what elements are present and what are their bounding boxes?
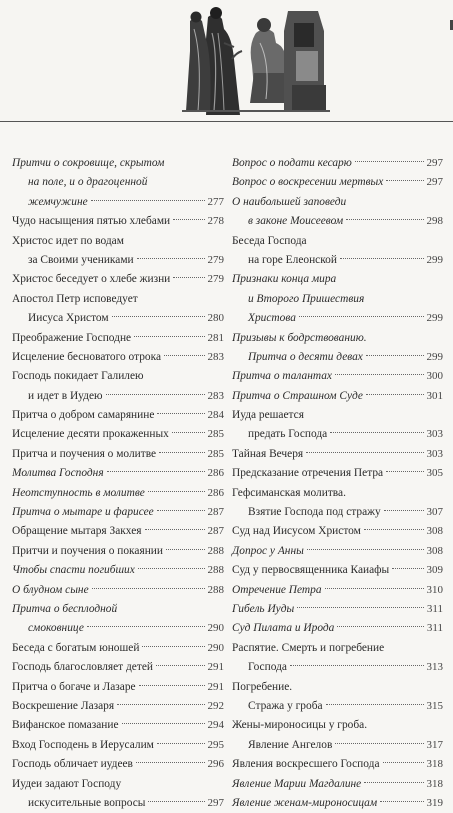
toc-entry xyxy=(232,639,443,658)
toc-entry xyxy=(232,173,443,192)
toc-entry-title: Явление Марии Магдалине xyxy=(232,777,362,790)
toc-entry-title: Явление Ангелов xyxy=(248,738,333,751)
dot-leader xyxy=(366,355,424,356)
toc-entry-title: Распятие. Смерть и погребение xyxy=(232,641,385,654)
toc-right-column xyxy=(232,154,443,813)
toc-entry xyxy=(12,658,224,677)
toc-entry-title: предать Господа xyxy=(248,428,328,441)
icon-figures-image xyxy=(172,3,330,121)
toc-entry-title: Воскрешение Лазаря xyxy=(12,699,115,712)
toc-entry xyxy=(232,678,443,697)
toc-entry-page-number: 309 xyxy=(426,564,443,577)
toc-entry xyxy=(12,309,224,328)
toc-entry-title: Признаки конца мира xyxy=(232,273,337,286)
dot-leader xyxy=(136,762,205,763)
toc-entry-title: Притча о мытаре и фарисее xyxy=(12,506,154,519)
toc-entry-page-number: 298 xyxy=(426,215,443,228)
toc-entry xyxy=(12,154,224,173)
toc-entry xyxy=(232,484,443,503)
toc-entry-page-number: 283 xyxy=(207,389,224,402)
toc-entry-title: Вход Господень в Иерусалим xyxy=(12,738,154,751)
toc-entry-title: Допрос у Анны xyxy=(232,544,304,557)
toc-entry xyxy=(12,561,224,580)
toc-entry xyxy=(232,270,443,289)
toc-entry xyxy=(12,425,224,444)
toc-entry-title: Гефсиманская молитва. xyxy=(232,486,346,499)
toc-entry xyxy=(12,445,224,464)
dot-leader xyxy=(117,704,204,705)
toc-entry-page-number: 287 xyxy=(207,506,224,519)
toc-entry-title: Вопрос о подати кесарю xyxy=(232,157,352,169)
toc-entry xyxy=(12,542,224,561)
toc-entry xyxy=(12,503,224,522)
dot-leader xyxy=(145,529,205,530)
toc-entry-title: Молитва Господня xyxy=(12,467,104,480)
dot-leader xyxy=(106,394,205,395)
toc-entry-page-number: 313 xyxy=(426,661,443,674)
toc-entry xyxy=(12,406,224,425)
toc-entry-title: Явление женам-мироносицам xyxy=(232,796,378,809)
toc-entry-page-number: 311 xyxy=(426,622,443,635)
toc-entry-title: Беседа с богатым юношей xyxy=(12,641,140,654)
toc-entry xyxy=(232,581,443,600)
toc-entry-page-number: 300 xyxy=(426,370,443,383)
dot-leader xyxy=(148,491,205,492)
toc-entry-title: Погребение. xyxy=(232,680,293,693)
toc-entry-title: Вифанское помазание xyxy=(12,719,119,732)
toc-entry xyxy=(12,232,224,251)
toc-entry-page-number: 284 xyxy=(207,409,224,422)
toc-entry-page-number: 318 xyxy=(426,758,443,771)
dot-leader xyxy=(299,316,424,317)
dot-leader xyxy=(335,743,423,744)
toc-entry-page-number: 305 xyxy=(426,467,443,480)
dot-leader xyxy=(337,626,424,627)
toc-entry-title: Взятие Господа под стражу xyxy=(248,506,381,519)
dot-leader xyxy=(122,723,205,724)
dot-leader xyxy=(173,277,204,278)
toc-entry xyxy=(12,755,224,774)
toc-entry-title: Обращение мытаря Закхея xyxy=(12,525,142,538)
toc-entry-title: Призывы к бодрствованию. xyxy=(232,331,367,344)
dot-leader xyxy=(139,685,205,686)
toc-entry xyxy=(12,387,224,406)
toc-entry-title: Отречение Петра xyxy=(232,583,322,596)
toc-entry-title: Вопрос о воскресении мертвых xyxy=(232,176,384,189)
toc-entry-title: Господа xyxy=(248,661,287,674)
dot-leader xyxy=(330,432,423,433)
toc-entry xyxy=(232,775,443,794)
toc-entry-page-number: 299 xyxy=(426,312,443,325)
toc-entry-page-number: 319 xyxy=(426,796,443,809)
toc-entry xyxy=(12,212,224,231)
toc-entry xyxy=(232,348,443,367)
toc-entry-title: Притча и поучения о молитве xyxy=(12,447,157,460)
toc-entry-page-number: 308 xyxy=(426,544,443,557)
toc-entry xyxy=(232,445,443,464)
toc-entry-title: Притча о бесплодной xyxy=(12,602,118,615)
toc-entry xyxy=(232,212,443,231)
toc-entry-page-number: 311 xyxy=(426,602,443,615)
dot-leader xyxy=(134,336,204,337)
toc-entry xyxy=(12,348,224,367)
toc-entry xyxy=(232,464,443,483)
toc-entry-title: Иисуса Христом xyxy=(28,312,109,325)
toc-entry xyxy=(232,736,443,755)
toc-entry xyxy=(12,581,224,600)
toc-entry-title: Явления воскресшего Господа xyxy=(232,758,380,771)
dot-leader xyxy=(138,568,205,569)
toc-entry-title: Тайная Вечеря xyxy=(232,447,304,460)
toc-entry xyxy=(12,484,224,503)
toc-entry-page-number: 299 xyxy=(426,350,443,363)
toc-entry-title: Иуда решается xyxy=(232,409,304,422)
toc-entry xyxy=(12,270,224,289)
toc-entry-page-number: 290 xyxy=(207,622,224,635)
toc-entry-title: Преображение Господне xyxy=(12,331,132,344)
toc-entry xyxy=(12,173,224,192)
toc-entry-page-number: 286 xyxy=(207,486,224,499)
dot-leader xyxy=(306,452,423,453)
toc-entry-title: смоковнице xyxy=(28,622,84,635)
toc-entry xyxy=(232,522,443,541)
toc-entry-page-number: 301 xyxy=(426,389,443,402)
toc-entry xyxy=(12,794,224,813)
toc-entry xyxy=(12,464,224,483)
dot-leader xyxy=(137,258,205,259)
dot-leader xyxy=(157,743,205,744)
toc-entry xyxy=(232,309,443,328)
toc-entry-title: Господь обличает иудеев xyxy=(12,758,133,771)
toc-entry-title: Притчи и поучения о покаянии xyxy=(12,544,164,557)
toc-entry xyxy=(232,755,443,774)
toc-entry-page-number: 278 xyxy=(207,215,224,228)
toc-entry-page-number: 297 xyxy=(207,796,224,809)
toc-entry-title: Гибель Иуды xyxy=(232,602,295,615)
toc-entry xyxy=(12,716,224,735)
toc-entry xyxy=(12,367,224,386)
toc-entry xyxy=(12,522,224,541)
toc-entry-page-number: 299 xyxy=(426,253,443,266)
toc-entry-page-number: 291 xyxy=(207,661,224,674)
toc-entry-title: за Своими учениками xyxy=(28,253,134,266)
toc-entry-title: Притча о Страшном Суде xyxy=(232,389,363,402)
toc-entry-title: Христос беседует о хлебе жизни xyxy=(12,273,171,286)
dot-leader xyxy=(364,782,423,783)
toc-entry-title: Исцеление бесноватого отрока xyxy=(12,350,162,363)
dot-leader xyxy=(290,665,424,666)
toc-left-column xyxy=(12,154,224,813)
dot-leader xyxy=(142,646,204,647)
toc-entry-page-number: 303 xyxy=(426,447,443,460)
toc-entry-title: и идет в Иудею xyxy=(28,389,103,402)
dot-leader xyxy=(340,258,424,259)
dot-leader xyxy=(166,549,204,550)
toc-entry xyxy=(232,561,443,580)
toc-entry-title: О блудном сыне xyxy=(12,583,89,596)
toc-entry-page-number: 291 xyxy=(207,680,224,693)
toc-entry-page-number: 297 xyxy=(426,176,443,189)
toc-entry-title: Суд Пилата и Ирода xyxy=(232,622,335,635)
dot-leader xyxy=(392,568,423,569)
dot-leader xyxy=(172,432,205,433)
toc-entry-title: Притчи о сокровище, скрытом xyxy=(12,157,165,169)
toc-entry-title: Суд у первосвященника Каиафы xyxy=(232,564,390,577)
toc-entry xyxy=(12,290,224,309)
toc-entry-title: Христова xyxy=(248,312,296,325)
toc-entry xyxy=(232,232,443,251)
toc-entry xyxy=(232,367,443,386)
toc-entry-page-number: 288 xyxy=(207,583,224,596)
toc-entry-page-number: 283 xyxy=(207,350,224,363)
toc-entry-title: Суд над Иисусом Христом xyxy=(232,525,361,538)
toc-entry-title: Притча о десяти девах xyxy=(248,350,363,363)
toc-entry-page-number: 296 xyxy=(207,758,224,771)
divider-line xyxy=(0,121,453,122)
dot-leader xyxy=(297,607,424,608)
toc-entry xyxy=(232,193,443,212)
toc-entry-title: Христос идет по водам xyxy=(12,234,124,247)
dot-leader xyxy=(164,355,204,356)
toc-entry-title: Притча о талантах xyxy=(232,370,332,383)
toc-entry-page-number: 294 xyxy=(207,719,224,732)
toc-entry-title: Иудеи задают Господу xyxy=(12,777,122,790)
dot-leader xyxy=(383,762,424,763)
dot-leader xyxy=(148,801,204,802)
toc-entry-page-number: 308 xyxy=(426,525,443,538)
toc-entry-page-number: 315 xyxy=(426,699,443,712)
toc-entry-page-number: 285 xyxy=(207,428,224,441)
toc-entry-title: Исцеление десяти прокаженных xyxy=(12,428,169,441)
dot-leader xyxy=(366,394,424,395)
toc-entry-title: Притча о добром самарянине xyxy=(12,409,155,422)
dot-leader xyxy=(386,471,423,472)
toc-entry xyxy=(232,600,443,619)
toc-entry-page-number: 290 xyxy=(207,641,224,654)
toc-entry xyxy=(12,678,224,697)
toc-entry-title: Апостол Петр исповедует xyxy=(12,292,138,305)
toc-entry xyxy=(232,387,443,406)
dot-leader xyxy=(380,801,423,802)
toc-entry-page-number: 288 xyxy=(207,564,224,577)
toc-entry xyxy=(232,542,443,561)
toc-entry-title: О наибольшей заповеди xyxy=(232,195,347,208)
toc-entry-title: Притча о богаче и Лазаре xyxy=(12,680,136,693)
toc-entry xyxy=(232,154,443,173)
dot-leader xyxy=(325,588,424,589)
toc-entry-page-number: 287 xyxy=(207,525,224,538)
toc-entry-page-number: 281 xyxy=(207,331,224,344)
toc-entry-title: Жены-мироносицы у гроба. xyxy=(232,719,368,732)
toc-entry-title: искусительные вопросы xyxy=(28,796,146,809)
dot-leader xyxy=(326,704,424,705)
toc-entry-page-number: 318 xyxy=(426,777,443,790)
toc-entry-page-number: 310 xyxy=(426,583,443,596)
toc-entry xyxy=(232,794,443,813)
toc-entry-title: Беседа Господа xyxy=(232,234,307,247)
toc-entry xyxy=(232,406,443,425)
toc-entry xyxy=(12,251,224,270)
dot-leader xyxy=(335,374,424,375)
toc-entry xyxy=(232,251,443,270)
toc-entry-page-number: 280 xyxy=(207,312,224,325)
dot-leader xyxy=(159,452,204,453)
toc-entry-title: Чудо насыщения пятью хлебами xyxy=(12,215,171,228)
toc-entry xyxy=(232,425,443,444)
toc-entry-page-number: 279 xyxy=(207,273,224,286)
toc-entry-page-number: 295 xyxy=(207,738,224,751)
toc-entry-title: жемчужине xyxy=(28,195,88,208)
toc-entry-title: и Второго Пришествия xyxy=(248,292,365,305)
dot-leader xyxy=(346,219,423,220)
toc-entry-title: Стража у гроба xyxy=(248,699,323,712)
toc-entry xyxy=(12,619,224,638)
dot-leader xyxy=(157,510,205,511)
toc-entry xyxy=(232,658,443,677)
toc-entry xyxy=(232,716,443,735)
dot-leader xyxy=(364,529,424,530)
dot-leader xyxy=(87,626,205,627)
icon-illustration xyxy=(172,3,330,121)
toc-entry-page-number: 279 xyxy=(207,253,224,266)
toc-entry xyxy=(232,329,443,348)
toc-entry xyxy=(232,503,443,522)
toc-entry-page-number: 317 xyxy=(426,738,443,751)
dot-leader xyxy=(107,471,205,472)
toc-entry-title: в законе Моисеевом xyxy=(248,215,344,228)
toc-entry xyxy=(12,600,224,619)
dot-leader xyxy=(384,510,424,511)
toc-entry-title: Неотступность в молитве xyxy=(12,486,145,499)
dot-leader xyxy=(112,316,205,317)
toc-entry xyxy=(232,619,443,638)
toc-entry-page-number: 307 xyxy=(426,506,443,519)
toc-entry-page-number: 292 xyxy=(207,699,224,712)
toc-entry xyxy=(12,193,224,212)
toc-entry xyxy=(12,736,224,755)
toc-entry-page-number: 303 xyxy=(426,428,443,441)
toc-entry-title: на горе Елеонской xyxy=(248,253,337,266)
toc-entry-title: Предсказание отречения Петра xyxy=(232,467,384,480)
toc-entry-title: Господь благословляет детей xyxy=(12,661,153,674)
dot-leader xyxy=(92,588,205,589)
toc-entry xyxy=(12,639,224,658)
dot-leader xyxy=(173,219,204,220)
dot-leader xyxy=(91,200,205,201)
toc-entry-title: Господь покидает Галилею xyxy=(12,370,144,383)
toc-entry-page-number: 297 xyxy=(426,157,443,169)
toc-entry-title: на поле, и о драгоценной xyxy=(28,176,148,189)
toc-entry-page-number: 288 xyxy=(207,544,224,557)
dot-leader xyxy=(157,413,204,414)
toc-entry xyxy=(12,775,224,794)
toc-entry xyxy=(232,290,443,309)
header-illustration-area xyxy=(0,0,453,121)
dot-leader xyxy=(386,180,423,181)
toc-entry-title: Чтобы спасти погибших xyxy=(12,564,135,577)
toc-entry xyxy=(12,329,224,348)
dot-leader xyxy=(355,161,424,162)
toc-entry-page-number: 277 xyxy=(207,195,224,208)
toc-entry-page-number: 286 xyxy=(207,467,224,480)
toc-entry-page-number: 285 xyxy=(207,447,224,460)
dot-leader xyxy=(307,549,424,550)
dot-leader xyxy=(156,665,205,666)
